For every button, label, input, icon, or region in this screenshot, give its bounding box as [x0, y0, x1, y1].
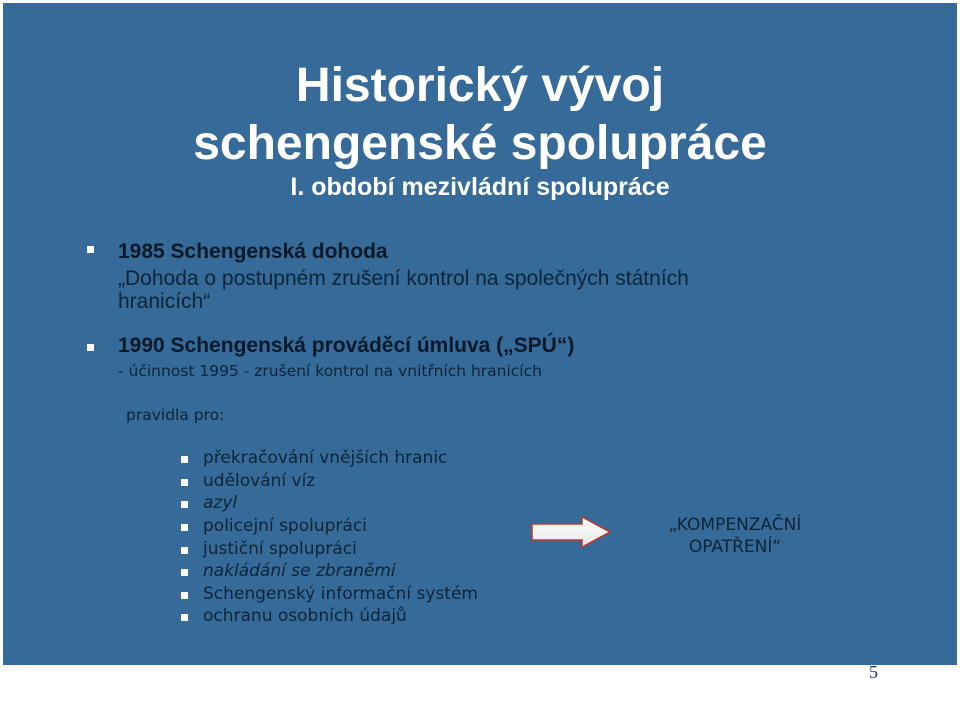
- section1-desc-line2: hranicích“: [118, 290, 211, 313]
- rule-item: ochranu osobních údajů: [203, 606, 407, 626]
- rule-item: nakládání se zbraněmi: [203, 561, 396, 581]
- bullet-rule: [181, 479, 188, 486]
- bullet-section1: [87, 246, 94, 253]
- rules-label: pravidla pro:: [126, 406, 225, 424]
- rule-item: Schengenský informační systém: [203, 584, 478, 604]
- right-arrow-icon: [530, 515, 612, 549]
- rule-item: policejní spolupráci: [203, 516, 367, 536]
- rule-item: překračování vnějších hranic: [203, 448, 448, 468]
- rule-item: udělování víz: [203, 471, 316, 491]
- bullet-rule: [181, 547, 188, 554]
- compensation-line1: „KOMPENZAČNÍ: [668, 515, 802, 535]
- compensation-measures: [650, 514, 820, 558]
- section1-desc-line1: „Dohoda o postupném zrušení kontrol na společných státních: [118, 267, 689, 290]
- section2-desc: - účinnost 1995 - zrušení kontrol na vnitřních hranicích: [118, 362, 542, 380]
- bullet-rule: [181, 501, 188, 508]
- rule-item: azyl: [203, 493, 238, 513]
- section2-heading: 1990 Schengenská prováděcí úmluva („SPÚ“): [118, 334, 575, 357]
- bullet-rule: [181, 614, 188, 621]
- section1-heading: 1985 Schengenská dohoda: [118, 240, 388, 263]
- rule-item: justiční spolupráci: [203, 539, 357, 559]
- page-number: 5: [869, 662, 878, 682]
- bullet-rule: [181, 569, 188, 576]
- slide-title-line2: schengenské spolupráce: [193, 117, 767, 170]
- bullet-rule: [181, 592, 188, 599]
- slide-title-line1: Historický vývoj: [295, 59, 665, 112]
- compensation-line2: OPATŘENÍ“: [688, 537, 782, 557]
- slide-subtitle: I. období mezivládní spolupráce: [290, 173, 670, 201]
- bullet-rule: [181, 524, 188, 531]
- bullet-rule: [181, 456, 188, 463]
- bullet-section2: [87, 344, 94, 351]
